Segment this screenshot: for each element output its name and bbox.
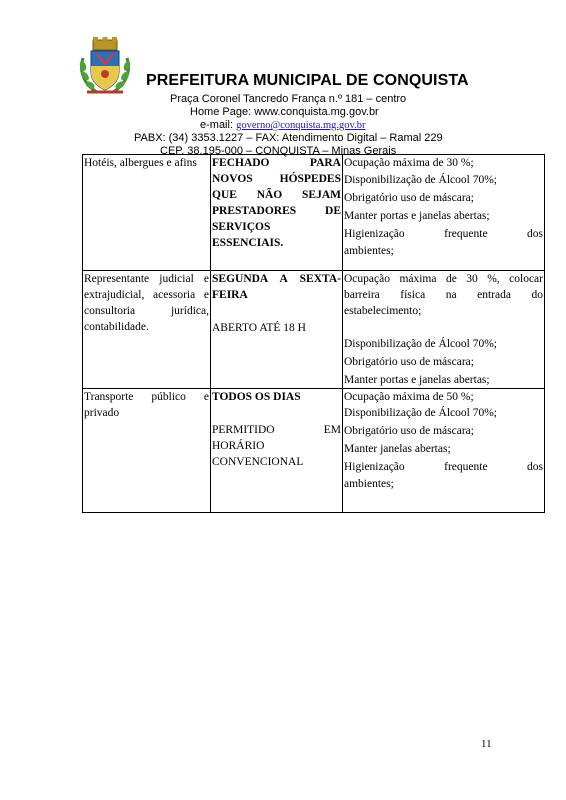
sector-line: contabilidade. [84, 321, 149, 333]
status-cell [211, 389, 343, 513]
sector-cell [83, 389, 211, 513]
rule-item: Obrigatório uso de máscara; [344, 356, 474, 368]
rules-table [82, 154, 545, 513]
status-note: CONVENCIONAL [212, 456, 304, 468]
rule-item: barreira física na entrada do [344, 289, 543, 301]
table-row [83, 389, 545, 513]
status-title: FEIRA [212, 289, 248, 301]
email-link[interactable]: governo@conquista.mg.gov.br [236, 120, 366, 131]
status-line: PRESTADORES DE [212, 205, 341, 217]
sector-cell [83, 271, 211, 389]
rule-item: Disponibilização de Álcool 70%; [344, 174, 497, 186]
table-row [83, 271, 545, 389]
status-note: HORÁRIO [212, 440, 265, 452]
status-cell [211, 271, 343, 389]
status-line: SERVIÇOS [212, 221, 271, 233]
rule-item: Disponibilização de Álcool 70%; [344, 407, 497, 419]
status-note: PERMITIDO EM [212, 424, 341, 436]
rule-item: Disponibilização de Álcool 70%; [344, 338, 497, 350]
homepage-line: Home Page: www.conquista.mg.gov.br [190, 106, 379, 118]
page-number: 11 [481, 738, 492, 750]
sector-line: privado [84, 407, 120, 419]
sector-cell [83, 155, 211, 271]
status-line: QUE NÃO SEJAM [212, 189, 341, 201]
address-line: Praça Coronel Tancredo França n.º 181 – centro [170, 93, 407, 105]
status-cell [211, 155, 343, 271]
status-line: FECHADO PARA [212, 157, 341, 169]
institution-title: PREFEITURA MUNICIPAL DE CONQUISTA [146, 72, 469, 89]
rules-cell [343, 155, 545, 271]
rule-item: estabelecimento; [344, 305, 422, 317]
rule-item: ambientes; [344, 478, 394, 490]
rules-cell [343, 271, 545, 389]
rule-item: Higienização frequente dos [344, 228, 543, 240]
sector-text: Hotéis, albergues e afins [84, 157, 197, 169]
rule-item: Obrigatório uso de máscara; [344, 192, 474, 204]
status-title: SEGUNDA A SEXTA- [212, 273, 341, 285]
rule-item: Manter portas e janelas abertas; [344, 210, 490, 222]
status-title: TODOS OS DIAS [212, 391, 301, 403]
email-label: e-mail: [200, 119, 237, 131]
rule-item: Manter janelas abertas; [344, 443, 451, 455]
table-row [83, 155, 545, 271]
municipal-crest-icon [77, 36, 133, 96]
sector-line: extrajudicial, acessoria e [84, 289, 209, 301]
rule-item: Ocupação máxima de 50 %; [344, 391, 474, 403]
email-line [200, 119, 366, 132]
sector-line: Representante judicial e [84, 273, 209, 285]
status-line: NOVOS HÓSPEDES [212, 173, 341, 185]
rule-item: Obrigatório uso de máscara; [344, 425, 474, 437]
rule-item: Manter portas e janelas abertas; [344, 374, 490, 386]
rule-item: Ocupação máxima de 30 %, colocar [344, 273, 543, 285]
letterhead [0, 32, 566, 157]
cep-line: CEP. 38.195-000 – CONQUISTA – Minas Gerais [160, 145, 397, 157]
status-note: ABERTO ATÉ 18 H [212, 322, 306, 334]
sector-line: Transporte público e [84, 391, 209, 403]
rule-item: ambientes; [344, 245, 394, 257]
rule-item: Ocupação máxima de 30 %; [344, 157, 474, 169]
rules-cell [343, 389, 545, 513]
sector-line: consultoria jurídica, [84, 305, 209, 317]
status-line: ESSENCIAIS. [212, 237, 284, 249]
rule-item: Higienização frequente dos [344, 461, 543, 473]
phone-line: PABX: (34) 3353.1227 – FAX: Atendimento Digital – Ramal 229 [134, 132, 443, 144]
